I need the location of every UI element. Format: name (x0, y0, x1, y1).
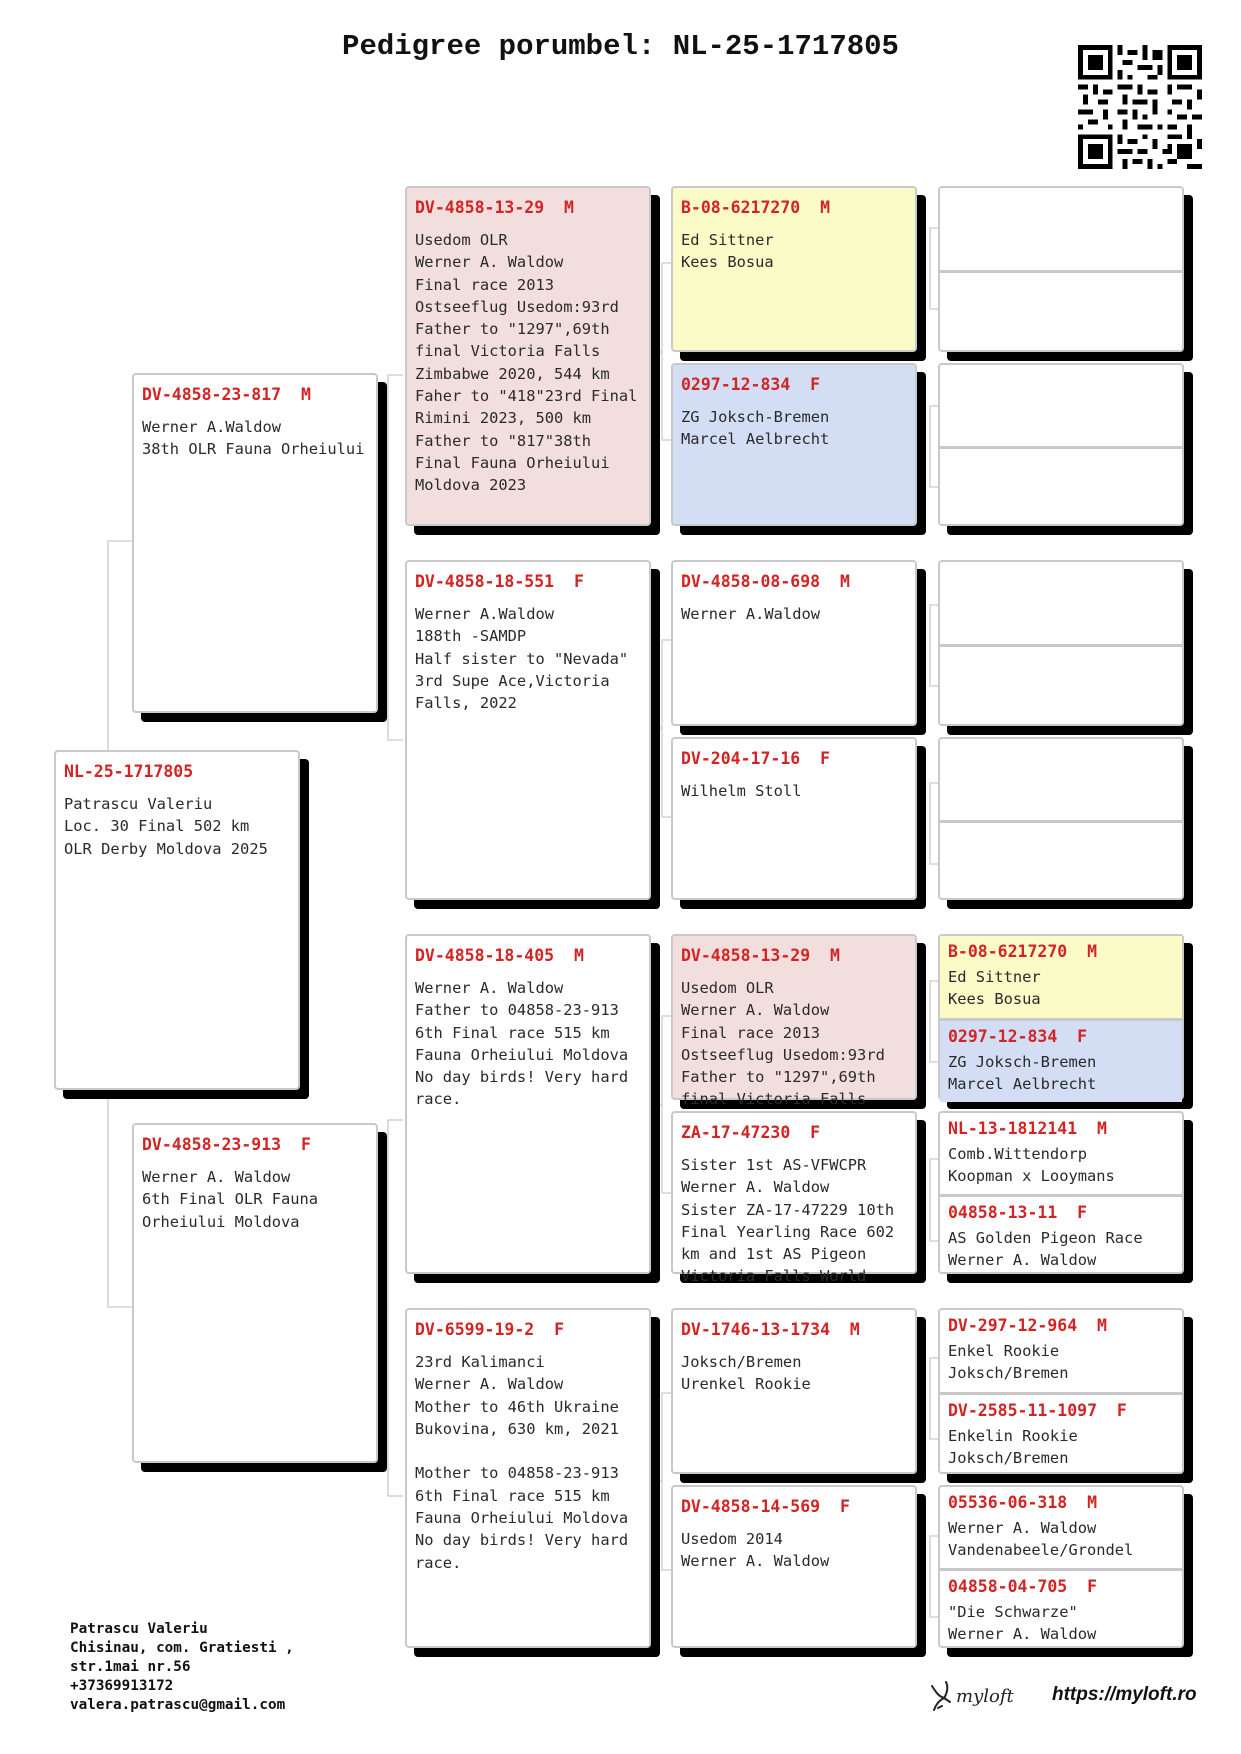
subject-pigeon-card[interactable] (54, 750, 300, 1090)
father-text: Werner A.Waldow 38th OLR Fauna Orheiului (142, 418, 365, 459)
brand-footer (926, 1678, 1226, 1718)
gen5-pair-card[interactable] (938, 1111, 1184, 1274)
grandfather-paternal-card[interactable] (405, 186, 651, 526)
gen5-pair-card[interactable] (938, 1485, 1184, 1648)
ff-ring: DV-4858-13-29 M (415, 198, 574, 217)
empty-pair-card (938, 186, 1184, 352)
ggf-mff-card[interactable] (671, 934, 917, 1109)
mfff-box[interactable] (940, 936, 1182, 1018)
mfm-text: Sister 1st AS-VFWCPR Werner A. Waldow Sister ZA-17-47229 10th Final Yearling Race 602 km and 1st AS Pigeon Victoria Falls World (681, 1156, 895, 1286)
ff-text: Usedom OLR Werner A. Waldow Final race 2013 Ostseeflug Usedom:93rd Father to "1297",69th final Victoria Falls Zimbabwe 2020, 544 km Faher to "418"23rd Final Rimini 2023, 500 km Father to "817"38th Final Fauna Orheiului Moldova 2023 (415, 231, 638, 495)
mmf-ring: DV-1746-13-1734 M (681, 1320, 860, 1339)
gen5-pair-card[interactable] (938, 934, 1184, 1100)
mmmf-text: Werner A. Waldow Vandenabeele/Grondel (948, 1519, 1134, 1560)
mfmf-ring: NL-13-1812141 M (948, 1119, 1107, 1138)
father-ring: DV-4858-23-817 M (142, 385, 311, 404)
mother-ring: DV-4858-23-913 F (142, 1135, 311, 1154)
ffm-text: ZG Joksch-Bremen Marcel Aelbrecht (681, 408, 830, 449)
ggf-fmf-card[interactable] (671, 560, 917, 726)
mother-card[interactable] (132, 1123, 378, 1463)
mfm-ring: ZA-17-47230 F (681, 1123, 821, 1142)
mfmf-box[interactable] (940, 1113, 1182, 1194)
fmf-text: Werner A.Waldow (681, 605, 820, 623)
mmmm-box[interactable] (940, 1568, 1182, 1650)
fff-text: Ed Sittner Kees Bosua (681, 231, 774, 272)
mmfm-text: Enkelin Rookie Joksch/Bremen (948, 1427, 1078, 1468)
mmff-box[interactable] (940, 1310, 1182, 1392)
mm-text: 23rd Kalimanci Werner A. Waldow Mother to 46th Ukraine Bukovina, 630 km, 2021 Mother to 04858-23-913 6th Final race 515 km Fauna Orheiului Moldova No day birds! Very hard race. (415, 1353, 629, 1572)
subject-text: Patrascu Valeriu Loc. 30 Final 502 km OLR Derby Moldova 2025 (64, 795, 268, 858)
mfmm-box[interactable] (940, 1194, 1182, 1276)
mmff-ring: DV-297-12-964 M (948, 1316, 1107, 1335)
fff-ring: B-08-6217270 M (681, 198, 831, 217)
ggm-ffm-card[interactable] (671, 363, 917, 526)
mmm-text: Usedom 2014 Werner A. Waldow (681, 1530, 830, 1571)
mfmm-text: AS Golden Pigeon Race Werner A. Waldow (948, 1229, 1143, 1270)
mmfm-ring: DV-2585-11-1097 F (948, 1401, 1127, 1420)
fm-ring: DV-4858-18-551 F (415, 572, 584, 591)
mmmf-ring: 05536-06-318 M (948, 1493, 1098, 1512)
mffm-ring: 0297-12-834 F (948, 1027, 1088, 1046)
mother-text: Werner A. Waldow 6th Final OLR Fauna Orheiului Moldova (142, 1168, 319, 1231)
father-card[interactable] (132, 373, 378, 713)
mfff-ring: B-08-6217270 M (948, 942, 1098, 961)
mffm-text: ZG Joksch-Bremen Marcel Aelbrecht (948, 1053, 1097, 1094)
mffm-box[interactable] (940, 1018, 1182, 1102)
mmm-ring: DV-4858-14-569 F (681, 1497, 850, 1516)
mff-ring: DV-4858-13-29 M (681, 946, 840, 965)
brand-url-link[interactable]: https://myloft.ro (1052, 1684, 1197, 1705)
grandfather-maternal-card[interactable] (405, 934, 651, 1274)
subject-ring: NL-25-1717805 (64, 762, 194, 781)
mmff-text: Enkel Rookie Joksch/Bremen (948, 1342, 1069, 1383)
owner-contact: Patrascu Valeriu Chisinau, com. Gratiesti , str.1mai nr.56 +37369913172 valera.patrascu@gmail.com (70, 1621, 294, 1713)
empty-pair-card (938, 363, 1184, 526)
mfff-text: Ed Sittner Kees Bosua (948, 968, 1041, 1009)
mff-text: Usedom OLR Werner A. Waldow Final race 2013 Ostseeflug Usedom:93rd Father to "1297",69th final Victoria Falls (681, 979, 885, 1109)
mmmm-text: "Die Schwarze" Werner A. Waldow (948, 1603, 1097, 1644)
fmf-ring: DV-4858-08-698 M (681, 572, 850, 591)
mmmf-box[interactable] (940, 1487, 1182, 1568)
ggf-mmf-card[interactable] (671, 1308, 917, 1474)
myloft-bird-logo-icon (926, 1678, 1046, 1714)
empty-pair-card (938, 737, 1184, 900)
mm-ring: DV-6599-19-2 F (415, 1320, 565, 1339)
ggm-mmm-card[interactable] (671, 1485, 917, 1648)
empty-pair-card (938, 560, 1184, 726)
mf-text: Werner A. Waldow Father to 04858-23-913 6th Final race 515 km Fauna Orheiului Moldova No day birds! Very hard race. (415, 979, 629, 1109)
brand-logo-text: myloft (956, 1686, 1014, 1707)
page-title: Pedigree porumbel: NL-25-1717805 (342, 30, 899, 63)
fmm-ring: DV-204-17-16 F (681, 749, 831, 768)
mmf-text: Joksch/Bremen Urenkel Rookie (681, 1353, 811, 1394)
grandmother-paternal-card[interactable] (405, 560, 651, 900)
mmmm-ring: 04858-04-705 F (948, 1577, 1098, 1596)
ffm-ring: 0297-12-834 F (681, 375, 821, 394)
mfmm-ring: 04858-13-11 F (948, 1203, 1088, 1222)
grandmother-maternal-card[interactable] (405, 1308, 651, 1648)
ggm-mfm-card[interactable] (671, 1111, 917, 1286)
fmm-text: Wilhelm Stoll (681, 782, 802, 800)
mfmf-text: Comb.Wittendorp Koopman x Looymans (948, 1145, 1115, 1186)
ggm-fmm-card[interactable] (671, 737, 917, 900)
mmfm-box[interactable] (940, 1392, 1182, 1476)
mf-ring: DV-4858-18-405 M (415, 946, 584, 965)
fm-text: Werner A.Waldow 188th -SAMDP Half sister to "Nevada" 3rd Supe Ace,Victoria Falls, 2022 (415, 605, 629, 713)
ggf-fff-card[interactable] (671, 186, 917, 352)
gen5-pair-card[interactable] (938, 1308, 1184, 1474)
